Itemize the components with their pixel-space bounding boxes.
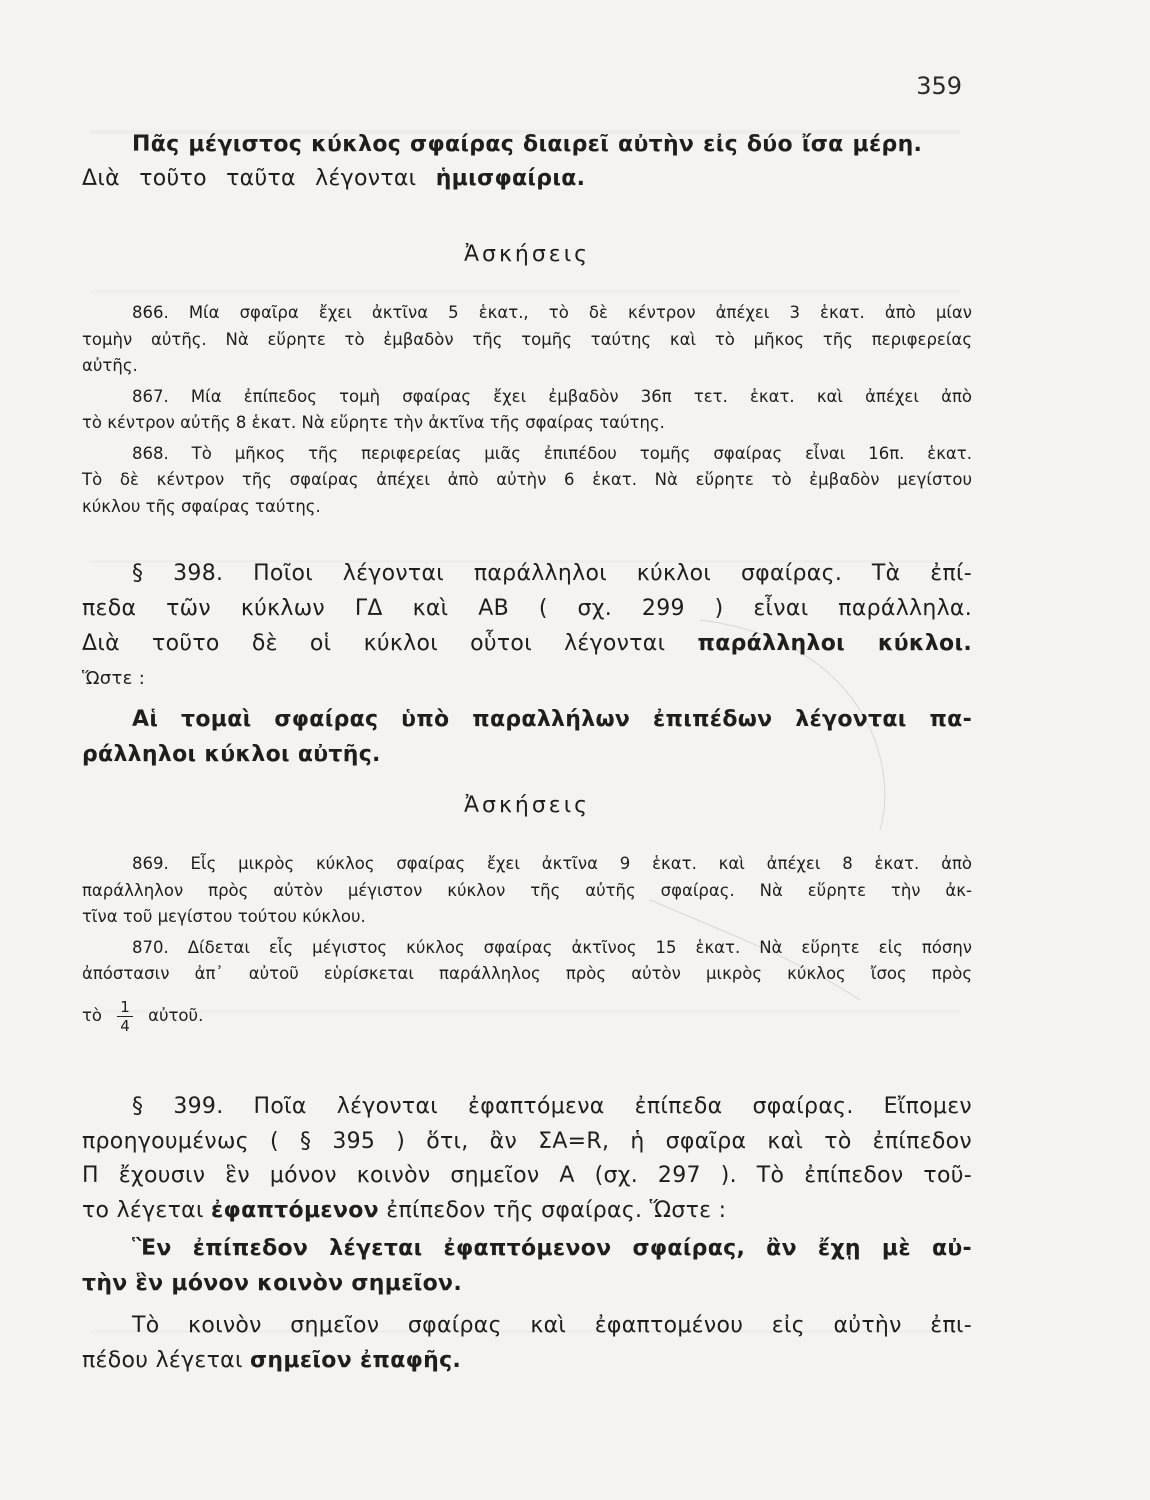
exercise-868-line-2: Τὸ δὲ κέντρον τῆς σφαίρας ἀπέχει ἀπὸ αὐτὴν 6 ἑκατ. Νὰ εὕρητε τὸ ἐμβαδὸν μεγίστου (82, 470, 972, 489)
term-point-of-contact: σημεῖον ἐπαφῆς. (250, 1347, 462, 1373)
section-399-line-3: Π ἔχουσιν ἓν μόνον κοινὸν σημεῖον Α (σχ. 297 ). Τὸ ἐπίπεδον τοῦ- (82, 1163, 972, 1188)
section-399-closing-line-2-prefix: πέδου λέγεται (82, 1347, 243, 1373)
term-hemispheres: ἡμισφαίρια. (435, 166, 586, 191)
section-399-line-4 (82, 1194, 972, 1229)
intro-line-2 (82, 162, 972, 196)
section-398 (82, 556, 972, 772)
section-399-line-2: προηγουμένως ( § 395 ) ὅτι, ἂν ΣΑ=R, ἡ σφαῖρα καὶ τὸ ἐπίπεδον (82, 1128, 972, 1154)
exercises-heading-2: Ἀσκήσεις (463, 793, 591, 818)
section-399-closing-line-2 (82, 1344, 972, 1379)
section-398-line-4: Ὥστε : (82, 668, 146, 689)
intro-line-1: Πᾶς μέγιστος κύκλος σφαίρας διαιρεῖ αὐτὴν εἰς δύο ἴσα μέρη. (132, 132, 923, 157)
fraction-numerator: 1 (117, 998, 133, 1017)
section-398-rule-line-2: ράλληλοι κύκλοι αὐτῆς. (82, 742, 381, 767)
section-398-line-2: πεδα τῶν κύκλων ΓΔ καὶ ΑΒ ( σχ. 299 ) εἶναι παράλληλα. (82, 596, 972, 621)
term-parallel-circles: παράλληλοι κύκλοι. (697, 631, 973, 656)
exercise-867-line-1: 867. Μία ἐπίπεδος τομὴ σφαίρας ἔχει ἐμβαδὸν 36π τετ. ἑκατ. καὶ ἀπέχει ἀπὸ (132, 386, 972, 406)
section-399-line-4-suffix: ἐπίπεδον τῆς σφαίρας. Ὥστε : (386, 1197, 727, 1223)
section-399-rule-line-2: τὴν ἓν μόνον κοινὸν σημεῖον. (82, 1270, 463, 1296)
intro-line-2-text: Διὰ τοῦτο ταῦτα λέγονται (82, 166, 417, 191)
page-number: 359 (916, 72, 962, 100)
section-398-line-3 (82, 626, 972, 661)
exercise-869-line-2: παράλληλον πρὸς αὐτὸν μέγιστον κύκλον τῆς αὐτῆς σφαίρας. Νὰ εὕρητε τὴν ἀκ- (82, 880, 972, 900)
exercise-866-line-2: τομὴν αὐτῆς. Νὰ εὕρητε τὸ ἐμβαδὸν τῆς τομῆς ταύτης καὶ τὸ μῆκος τῆς περιφερείας (82, 329, 972, 349)
exercise-869-line-1: 869. Εἷς μικρὸς κύκλος σφαίρας ἔχει ἀκτῖνα 9 ἑκατ. καὶ ἀπέχει 8 ἑκατ. ἀπὸ (132, 854, 972, 873)
exercise-870-line-2: ἀπόστασιν ἀπ᾽ αὐτοῦ εὑρίσκεται παράλληλος πρὸς αὐτὸν μικρὸς κύκλος ἴσος πρὸς (82, 964, 972, 983)
exercise-869-line-3: τῖνα τοῦ μεγίστου τούτου κύκλου. (82, 907, 366, 926)
exercise-870-line-1: 870. Δίδεται εἷς μέγιστος κύκλος σφαίρας ἀκτῖνος 15 ἑκατ. Νὰ εὕρητε εἰς πόσην (132, 937, 972, 957)
exercise-866-line-1: 866. Μία σφαῖρα ἔχει ἀκτῖνα 5 ἑκατ., τὸ δὲ κέντρον ἀπέχει 3 ἑκατ. ἀπὸ μίαν (132, 303, 972, 322)
exercise-868-line-3: κύκλου τῆς σφαίρας ταύτης. (82, 496, 321, 516)
section-398-line-3-text: Διὰ τοῦτο δὲ οἱ κύκλοι οὗτοι λέγονται (82, 631, 666, 656)
section-398-line-1: § 398. Ποῖοι λέγονται παράλληλοι κύκλοι σφαίρας. Τὰ ἐπί- (132, 561, 972, 586)
intro-paragraph (82, 128, 972, 196)
fraction-denominator: 4 (120, 1016, 130, 1035)
section-399 (82, 1090, 972, 1378)
fraction-one-quarter (117, 998, 133, 1035)
section-398-rule-line-1: Αἱ τομαὶ σφαίρας ὑπὸ παραλλήλων ἐπιπέδων λέγονται πα- (132, 707, 972, 732)
page (82, 0, 972, 1500)
exercise-866-line-3: αὐτῆς. (82, 356, 138, 375)
exercise-870-fraction-suffix: αὐτοῦ. (148, 1005, 204, 1025)
section-399-line-4-prefix: το λέγεται (82, 1197, 204, 1223)
exercises-heading-1: Ἀσκήσεις (463, 242, 591, 267)
exercise-867-line-2: τὸ κέντρον αὐτῆς 8 ἑκατ. Νὰ εὕρητε τὴν ἀκτῖνα τῆς σφαίρας ταύτης. (82, 413, 665, 432)
exercise-870-line-3 (82, 996, 972, 1036)
term-tangent: ἐφαπτόμενον (211, 1197, 379, 1223)
exercise-868-line-1: 868. Τὸ μῆκος τῆς περιφερείας μιᾶς ἐπιπέδου τομῆς σφαίρας εἶναι 16π. ἑκατ. (132, 443, 972, 463)
exercises-list-1 (82, 300, 972, 520)
section-399-rule-line-1: Ἓν ἐπίπεδον λέγεται ἐφαπτόμενον σφαίρας, ἂν ἔχῃ μὲ αὐ- (132, 1236, 972, 1261)
exercise-870-fraction-prefix: τὸ (82, 1005, 103, 1025)
section-399-line-1: § 399. Ποῖα λέγονται ἐφαπτόμενα ἐπίπεδα σφαίρας. Εἴπομεν (132, 1094, 972, 1119)
section-399-closing-line-1: Τὸ κοινὸν σημεῖον σφαίρας καὶ ἐφαπτομένου εἰς αὐτὴν ἐπι- (132, 1313, 972, 1338)
exercises-list-2 (82, 851, 972, 1036)
